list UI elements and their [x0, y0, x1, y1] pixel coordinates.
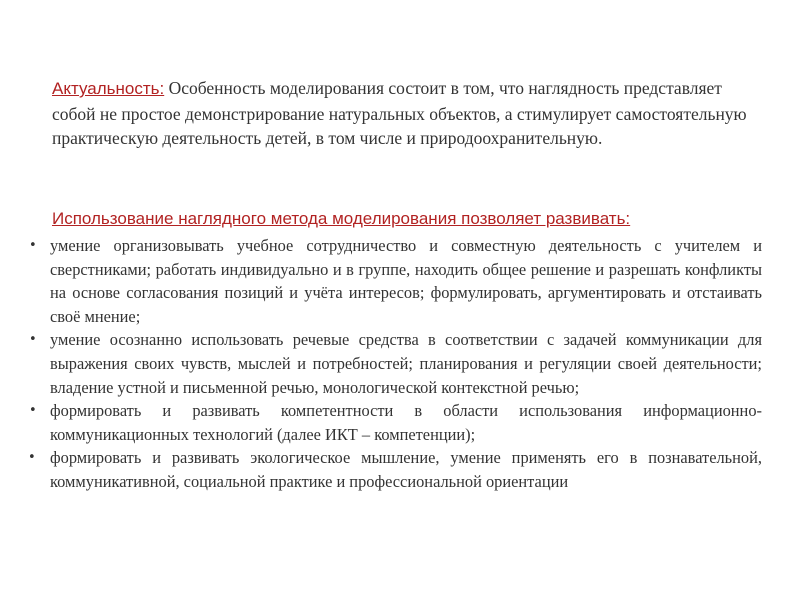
- bullet-icon: •: [29, 403, 37, 419]
- list-item: [26, 446, 762, 493]
- list-item-text: формировать и развивать экологическое мышление, умение применять его в познавательной, коммуникативной, социальной практике и профессиональной ориентации: [50, 448, 762, 491]
- list-item: [26, 328, 762, 399]
- list-item-text: формировать и развивать компетентности в области использования информационно-коммуникационных технологий (далее ИКТ – компетенции);: [50, 401, 762, 444]
- relevance-label: Актуальность:: [52, 79, 165, 98]
- list-item-text: умение осознанно использовать речевые средства в соответствии с задачей коммуникации для выражения своих чувств, мыслей и потребностей; планирования и регуляции своей деятельности; владение устной и письменной речью, монологической контекстной речью;: [50, 330, 762, 397]
- relevance-paragraph: [52, 76, 752, 151]
- bullet-icon: •: [28, 450, 36, 466]
- bullet-icon: •: [29, 238, 37, 253]
- bullet-icon: •: [29, 332, 37, 348]
- skills-list: [26, 234, 762, 494]
- relevance-text: Особенность моделирования состоит в том, что наглядность представляет собой не простое демонстрирование натуральных объектов, а стимулирует самостоятельную практическую деятельность детей, в том числе и природоохранительную.: [52, 78, 747, 148]
- list-item: [26, 234, 762, 328]
- list-item-text: умение организовывать учебное сотрудничество и совместную деятельность с учителем и сверстниками; работать индивидуально и в группе, находить общее решение и разрешать конфликты на основе согласования позиций и учёта интересов; формулировать, аргументировать и отстаивать своё мнение;: [50, 236, 762, 326]
- method-heading: Использование наглядного метода моделирования позволяет развивать:: [52, 209, 631, 228]
- list-item: [26, 399, 762, 446]
